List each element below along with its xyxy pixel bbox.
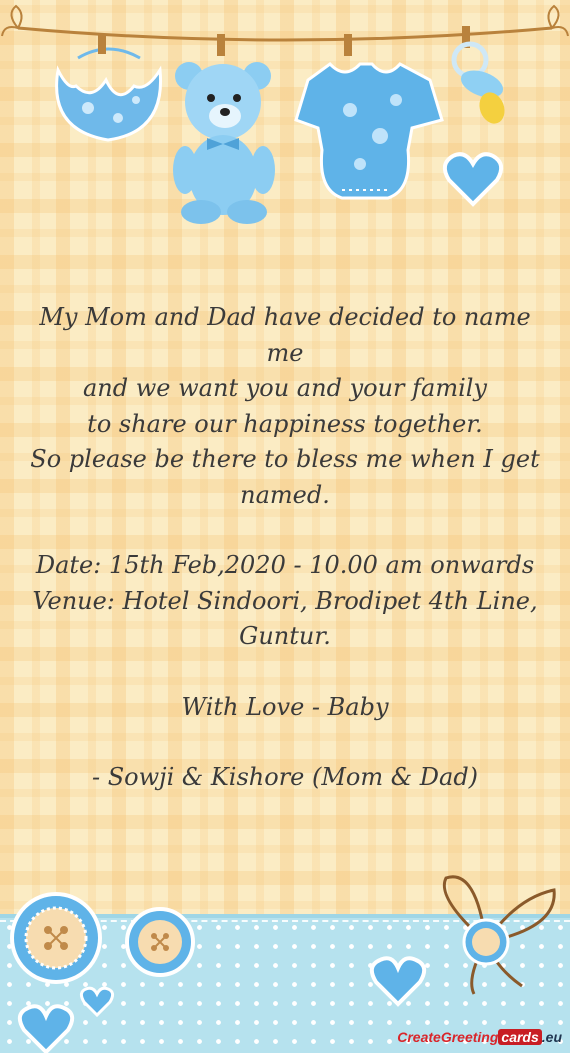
invitation-message bbox=[20, 300, 550, 796]
heart-icon bbox=[370, 956, 426, 1008]
teddy-bear-icon bbox=[163, 40, 283, 230]
message-line: me bbox=[266, 338, 304, 367]
message-line: to share our happiness together. bbox=[87, 409, 483, 438]
brand-part: .eu bbox=[541, 1029, 562, 1045]
bib-icon bbox=[48, 40, 168, 150]
message-line: So please be there to bless me when I get bbox=[30, 445, 540, 473]
venue-line: Venue: Hotel Sindoori, Brodipet 4th Line, bbox=[32, 586, 538, 615]
pacifier-icon bbox=[448, 30, 528, 140]
brand-part: CreateGreeting bbox=[397, 1029, 499, 1045]
message-line: and we want you and your family bbox=[83, 374, 487, 402]
spacer bbox=[20, 655, 550, 690]
brand-part: cards bbox=[498, 1029, 541, 1045]
signoff-line: With Love - Baby bbox=[181, 692, 389, 721]
heart-icon bbox=[18, 1004, 74, 1056]
heart-icon bbox=[80, 986, 114, 1018]
button-icon bbox=[124, 906, 196, 978]
onesie-icon bbox=[300, 40, 450, 210]
venue-city-line: Guntur. bbox=[239, 622, 331, 650]
message-line: My Mom and Dad have decided to name bbox=[39, 303, 531, 331]
button-icon bbox=[8, 890, 104, 986]
message-line: named. bbox=[240, 480, 330, 509]
parents-line: - Sowji & Kishore (Mom & Dad) bbox=[91, 763, 479, 791]
ribbon-bow-icon bbox=[426, 868, 566, 998]
brand-watermark bbox=[397, 1029, 562, 1045]
spacer bbox=[20, 513, 550, 548]
spacer bbox=[20, 725, 550, 760]
heart-icon bbox=[443, 152, 503, 208]
date-line: Date: 15th Feb,2020 - 10.00 am onwards bbox=[35, 551, 535, 579]
